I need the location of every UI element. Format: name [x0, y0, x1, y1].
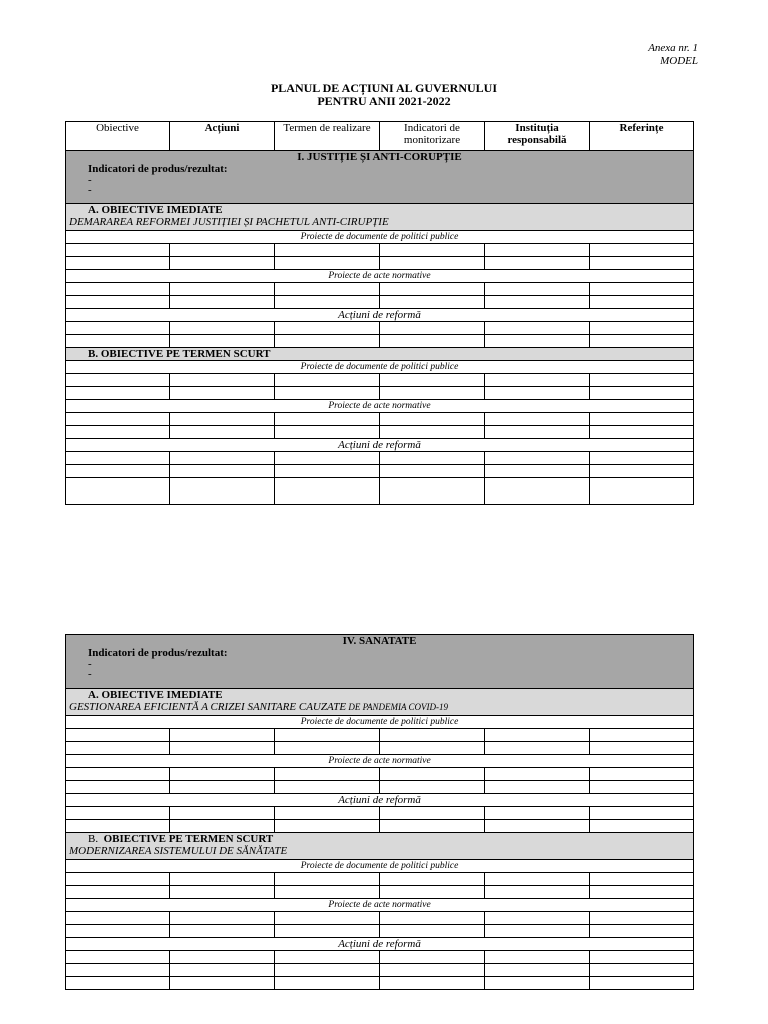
- table-row: [66, 886, 694, 899]
- annex-label: [648, 42, 698, 68]
- objective-title: A. OBIECTIVE IMEDIATE: [88, 689, 223, 701]
- table-row: [66, 873, 694, 886]
- table-row: [66, 413, 694, 426]
- table-row: [66, 257, 694, 270]
- document-title-line2: PENTRU ANII 2021-2022: [317, 94, 451, 108]
- table-row: [66, 729, 694, 742]
- table-row: [66, 742, 694, 755]
- table-row: [66, 283, 694, 296]
- objective-title: A. OBIECTIVE IMEDIATE: [88, 204, 223, 216]
- action-plan-table-health: [65, 634, 694, 990]
- table-row: [66, 977, 694, 990]
- table-row: [66, 807, 694, 820]
- category-normative-acts: Proiecte de acte normative: [66, 755, 694, 768]
- objective-row-immediate: [66, 689, 694, 716]
- action-plan-table-justice: [65, 121, 694, 505]
- indicators-label: Indicatori de produs/rezultat:: [88, 163, 228, 175]
- col-header-actions: Acțiuni: [170, 122, 275, 151]
- indicators-label: Indicatori de produs/rezultat:: [88, 647, 228, 659]
- objective-subtitle-small: DE PANDEMIA COVID-19: [346, 702, 449, 712]
- category-normative-acts: Proiecte de acte normative: [66, 270, 694, 283]
- table-row: [66, 244, 694, 257]
- category-reform-actions: Acțiuni de reformă: [66, 938, 694, 951]
- col-header-deadline: Termen de realizare: [275, 122, 380, 151]
- table-row: [66, 322, 694, 335]
- category-normative-acts: Proiecte de acte normative: [66, 400, 694, 413]
- table-row: [66, 768, 694, 781]
- objective-subtitle: MODERNIZAREA SISTEMULUI DE SĂNĂTATE: [69, 845, 288, 857]
- document-title-line1: PLANUL DE ACȚIUNI AL GUVERNULUI: [270, 81, 498, 95]
- table-row: [66, 781, 694, 794]
- objective-title: [69, 833, 690, 845]
- objective-subtitle: DEMARAREA REFORMEI JUSTIȚIEI ȘI PACHETUL ANTI-CIRUPȚIE: [69, 216, 389, 228]
- table-row: [66, 820, 694, 833]
- table-row: [66, 925, 694, 938]
- annex-number: Anexa nr. 1: [648, 42, 698, 54]
- table-row: [66, 452, 694, 465]
- section-header-health: [66, 635, 694, 689]
- objective-title: B. OBIECTIVE PE TERMEN SCURT: [88, 348, 271, 360]
- table-row: [66, 374, 694, 387]
- table-row: [66, 387, 694, 400]
- indicator-dash: -: [88, 184, 92, 196]
- indicator-dash: -: [88, 668, 92, 680]
- objective-subtitle-main: GESTIONAREA EFICIENTĂ A CRIZEI SANITARE CAUZATE: [69, 701, 347, 713]
- document-title: [0, 82, 768, 108]
- indicator-dash: -: [88, 658, 92, 670]
- col-header-references: Referințe: [590, 122, 694, 151]
- objective-row-short-term: [66, 833, 694, 860]
- objective-letter: B.: [88, 833, 99, 845]
- category-policy-docs: Proiecte de documente de politici publice: [66, 716, 694, 729]
- category-policy-docs: Proiecte de documente de politici publice: [66, 361, 694, 374]
- col-header-indicators: Indicatori de monitorizare: [380, 122, 485, 151]
- col-header-objectives: Obiective: [66, 122, 170, 151]
- table-row: [66, 335, 694, 348]
- table-row: [66, 912, 694, 925]
- category-reform-actions: Acțiuni de reformă: [66, 794, 694, 807]
- table-header-row: [66, 122, 694, 151]
- objective-row-short-term: [66, 348, 694, 361]
- table-row: [66, 426, 694, 439]
- objective-subtitle: [69, 701, 690, 713]
- table-row: [66, 296, 694, 309]
- category-normative-acts: Proiecte de acte normative: [66, 899, 694, 912]
- section-title: IV. SANATATE: [342, 635, 417, 647]
- category-reform-actions: Acțiuni de reformă: [66, 439, 694, 452]
- section-title: I. JUSTIȚIE ȘI ANTI-CORUPȚIE: [297, 151, 462, 163]
- table-row: [66, 951, 694, 964]
- section-header-justice: [66, 151, 694, 204]
- table-row: [66, 465, 694, 478]
- objective-row-immediate: [66, 204, 694, 231]
- category-policy-docs: Proiecte de documente de politici publice: [66, 231, 694, 244]
- table-row: [66, 478, 694, 505]
- category-reform-actions: Acțiuni de reformă: [66, 309, 694, 322]
- category-policy-docs: Proiecte de documente de politici publice: [66, 860, 694, 873]
- annex-model: MODEL: [660, 55, 698, 67]
- col-header-institution: Instituția responsabilă: [485, 122, 590, 151]
- objective-title-text: OBIECTIVE PE TERMEN SCURT: [103, 833, 274, 845]
- table-row: [66, 964, 694, 977]
- indicator-dash: -: [88, 174, 92, 186]
